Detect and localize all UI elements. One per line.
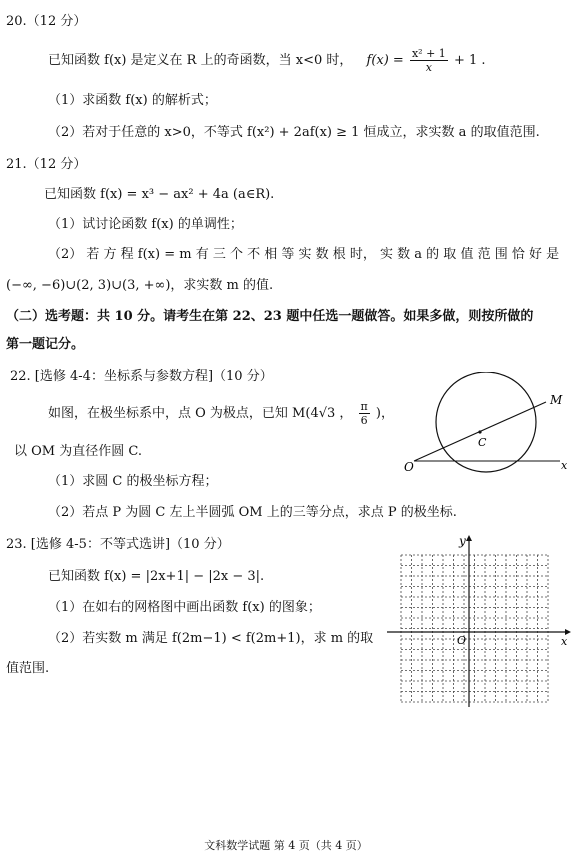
q22-stem-close: )， — [375, 406, 394, 421]
q22-pi-numerator: π — [360, 400, 368, 413]
q21-header: 21.（12 分） — [6, 157, 87, 172]
label-y: y — [459, 535, 466, 548]
q22-stem-line2: 以 OM 为直径作圆 C. — [14, 444, 142, 459]
q22-part1: （1）求圆 C 的极坐标方程； — [48, 474, 218, 489]
q22-stem-text: 如图，在极坐标系中，点 O 为极点，已知 M(4√3 ， — [48, 406, 353, 421]
q20-stem-tail: + 1 . — [453, 53, 486, 68]
elective-instructions-line2: 第一题记分。 — [6, 337, 85, 352]
q22-stem-line1 — [48, 400, 394, 427]
dashed-grid — [401, 555, 548, 702]
q21-stem: 已知函数 f(x) = x³ − ax² + 4a (a∈R). — [44, 187, 275, 202]
q20-stem — [48, 47, 486, 74]
circle-c — [436, 372, 536, 472]
q20-fraction-numerator: x² + 1 — [411, 47, 446, 60]
q20-header: 20.（12 分） — [6, 14, 87, 29]
q21-part2-line2: (−∞, −6)∪(2, 3)∪(3, +∞)，求实数 m 的值. — [6, 278, 274, 293]
q23-grid-figure — [385, 535, 572, 710]
q20-stem-fx: f(x) = — [366, 53, 404, 68]
q20-part2: （2）若对于任意的 x>0，不等式 f(x²) + 2af(x) ≥ 1 恒成立，求实数 a 的取值范围. — [48, 125, 540, 140]
q20-stem-text: 已知函数 f(x) 是定义在 R 上的奇函数，当 x<0 时， — [48, 53, 353, 68]
label-x-axis: x — [561, 635, 568, 648]
q23-stem: 已知函数 f(x) = |2x+1| − |2x − 3|. — [48, 569, 265, 584]
q20-fraction-denominator: x — [425, 61, 432, 74]
q23-part2-line1: （2）若实数 m 满足 f(2m−1) < f(2m+1)，求 m 的取 — [48, 631, 374, 646]
q23-part2-line2: 值范围. — [6, 661, 50, 676]
label-origin: O — [457, 634, 467, 647]
label-x: x — [561, 459, 568, 472]
q22-header: 22. [选修 4-4：坐标系与参数方程]（10 分） — [10, 369, 273, 384]
label-m: M — [550, 393, 563, 407]
elective-instructions-line1: （二）选考题：共 10 分。请考生在第 22、23 题中任选一题做答。如果多做，则按所做的 — [6, 309, 534, 324]
q22-pi-denominator: 6 — [360, 414, 368, 427]
q22-part2: （2）若点 P 为圆 C 左上半圆弧 OM 上的三等分点，求点 P 的极坐标. — [48, 505, 457, 520]
q21-part1: （1）试讨论函数 f(x) 的单调性； — [48, 217, 243, 232]
q23-part1: （1）在如右的网格图中画出函数 f(x) 的图象； — [48, 600, 321, 615]
q23-header: 23. [选修 4-5：不等式选讲]（10 分） — [6, 537, 230, 552]
label-o: O — [404, 460, 414, 474]
q20-part1: （1）求函数 f(x) 的解析式； — [48, 93, 217, 108]
q22-polar-figure — [400, 372, 572, 474]
q21-part2-line1: （2） 若 方 程 f(x) = m 有 三 个 不 相 等 实 数 根 时， 实 数 a 的 取 值 范 围 恰 好 是 — [48, 247, 560, 262]
label-c: C — [478, 436, 487, 449]
q22-pi-fraction — [359, 400, 370, 427]
page-footer: 文科数学试题 第 4 页（共 4 页） — [204, 839, 368, 852]
q20-fraction — [410, 47, 448, 74]
y-axis-arrow-icon — [466, 535, 472, 541]
center-point — [478, 430, 481, 433]
